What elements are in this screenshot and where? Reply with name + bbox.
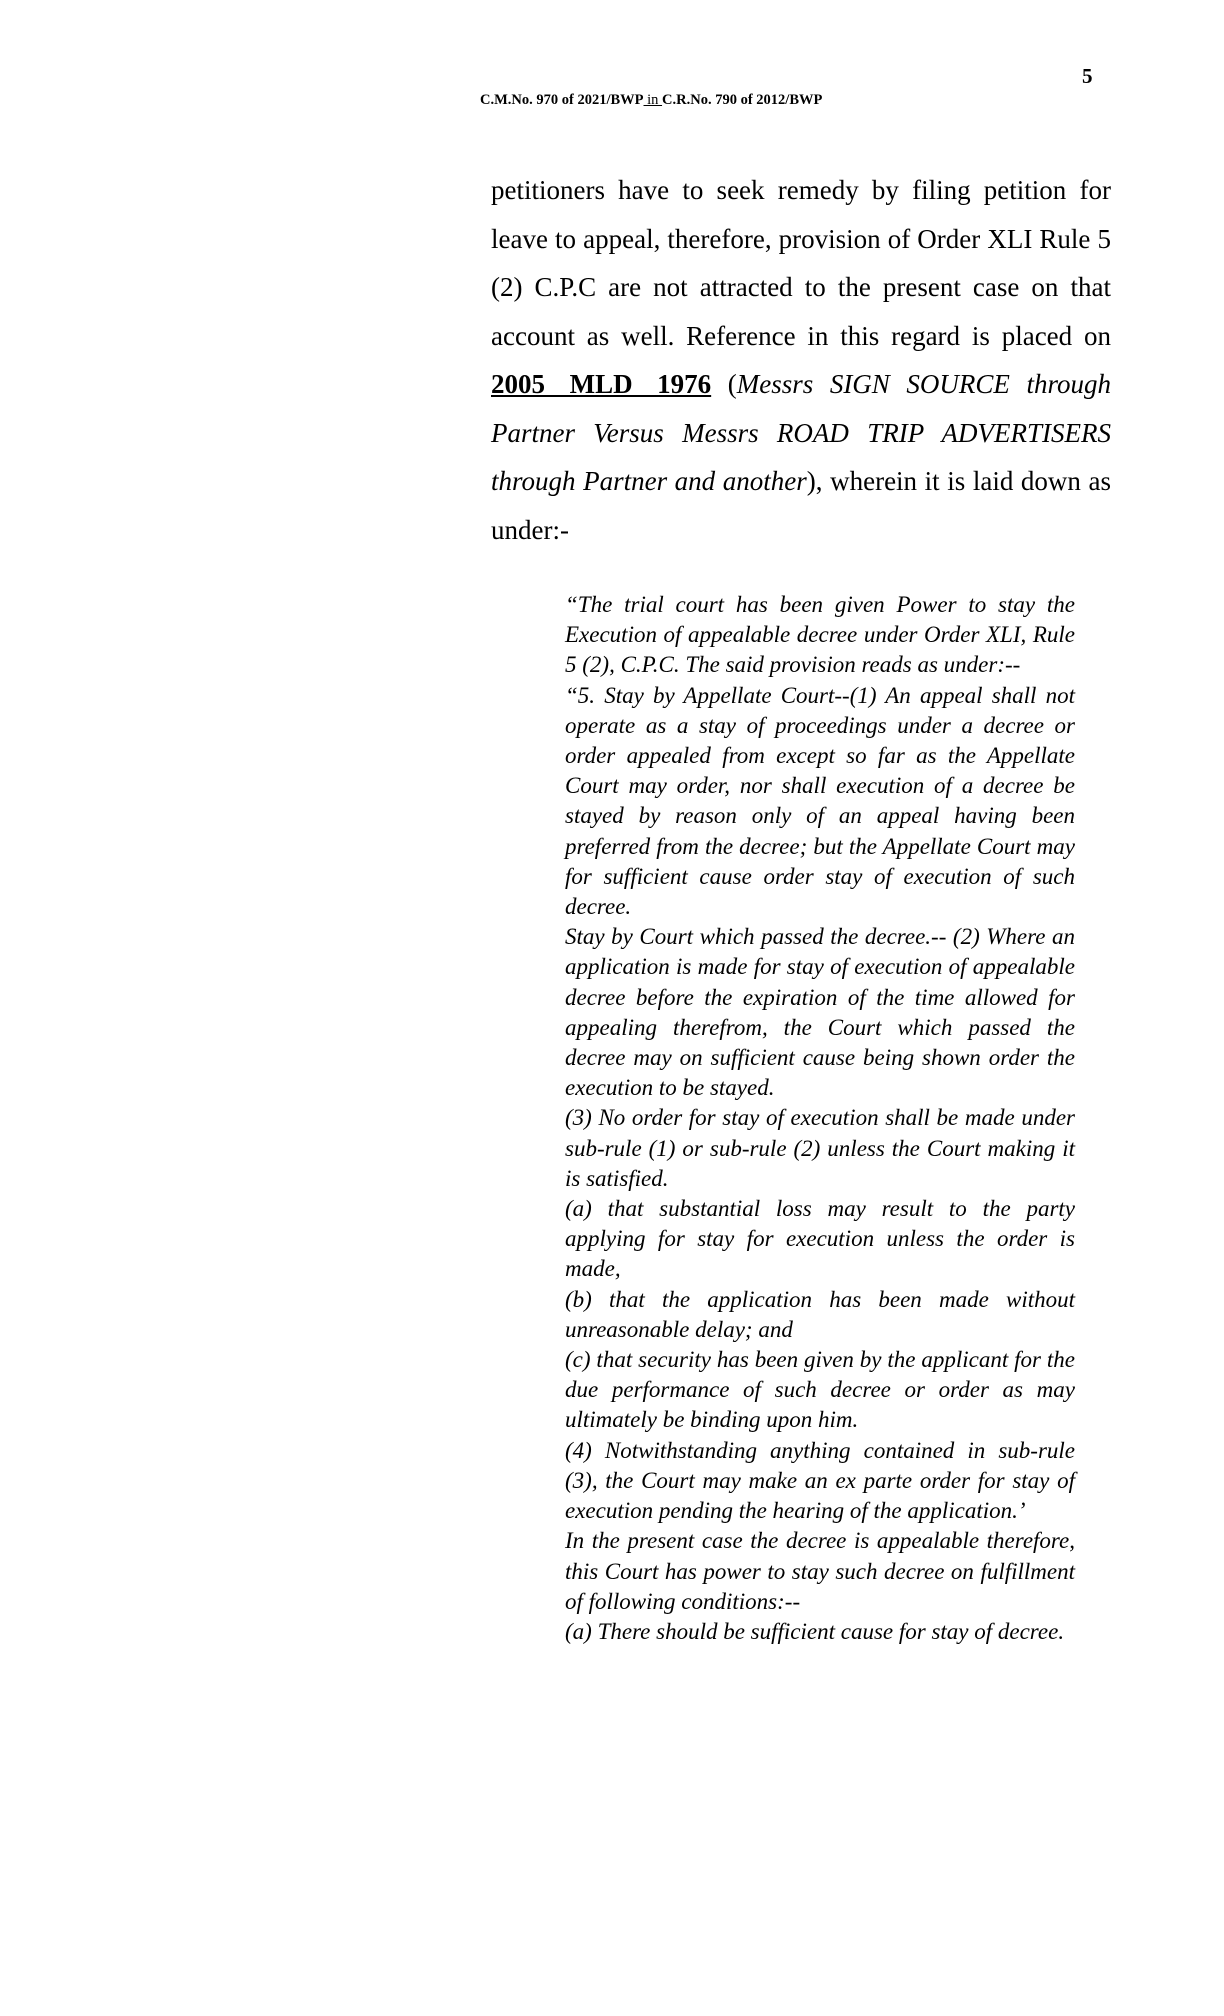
open-paren: ( (711, 369, 737, 399)
case-header (480, 92, 822, 109)
cm-number: C.M.No. 970 of 2021/BWP (480, 92, 644, 108)
quote-paragraph-rule-5-3: (3) No order for stay of execution shall be made under sub-rule (1) or sub-rule (2) unless the Court making it is satisfied. (565, 1105, 1075, 1191)
quote-clause-c: (c) that security has been given by the applicant for the due performance of such decree or order as may ultimately be binding upon him. (565, 1347, 1075, 1433)
quote-paragraph-rule-5-1: “5. Stay by Appellate Court--(1) An appeal shall not operate as a stay of proceedings under a decree or order appealed from except so far as the Appellate Court may order, nor shall execution of a decree be stayed by reason only of an appeal having been preferred from the decree; but the Appellate Court may for sufficient cause order stay of execution of such decree. (565, 682, 1075, 920)
quote-condition-a: (a) There should be sufficient cause for stay of decree. (565, 1618, 1065, 1644)
quote-clause-a: (a) that substantial loss may result to the party applying for stay for execution unless the order is made, (565, 1196, 1075, 1282)
quote-clause-b: (b) that the application has been made without unreasonable delay; and (565, 1286, 1075, 1342)
cr-number: C.R.No. 790 of 2012/BWP (662, 92, 823, 108)
body-paragraph (491, 166, 1111, 554)
case-citation: 2005 MLD 1976 (491, 369, 712, 399)
body-intro-text: petitioners have to seek remedy by filing petition for leave to appeal, therefore, provision of Order XLI Rule 5 (2) C.P.C are not attracted to the present case on that account as well. Reference in this regard is placed on (491, 175, 1111, 351)
block-quote (565, 590, 1075, 1647)
quote-paragraph-intro: “The trial court has been given Power to stay the Execution of appealable decree under Order XLI, Rule 5 (2), C.P.C. The said provision reads as under:-- (565, 592, 1075, 678)
page-number: 5 (1082, 64, 1093, 88)
quote-paragraph-rule-5-2: Stay by Court which passed the decree.-- (2) Where an application is made for stay of execution of appealable decree before the expiration of the time allowed for appealing therefrom, the Court which passed the decree may on sufficient cause being shown order the execution to be stayed. (565, 924, 1075, 1101)
quote-paragraph-rule-5-4: (4) Notwithstanding anything contained in sub-rule (3), the Court may make an ex parte order for stay of execution pending the hearing of the application.’ (565, 1437, 1075, 1524)
quote-paragraph-present-case: In the present case the decree is appealable therefore, this Court has power to stay such decree on fulfillment of following conditions:-- (565, 1528, 1075, 1614)
body-continuation: ), wherein it is laid down as under:- (491, 466, 1111, 545)
case-title: Messrs SIGN SOURCE through Partner Versus Messrs ROAD TRIP ADVERTISERS through Partner and another (491, 369, 1111, 496)
header-in-word: in (643, 92, 663, 108)
